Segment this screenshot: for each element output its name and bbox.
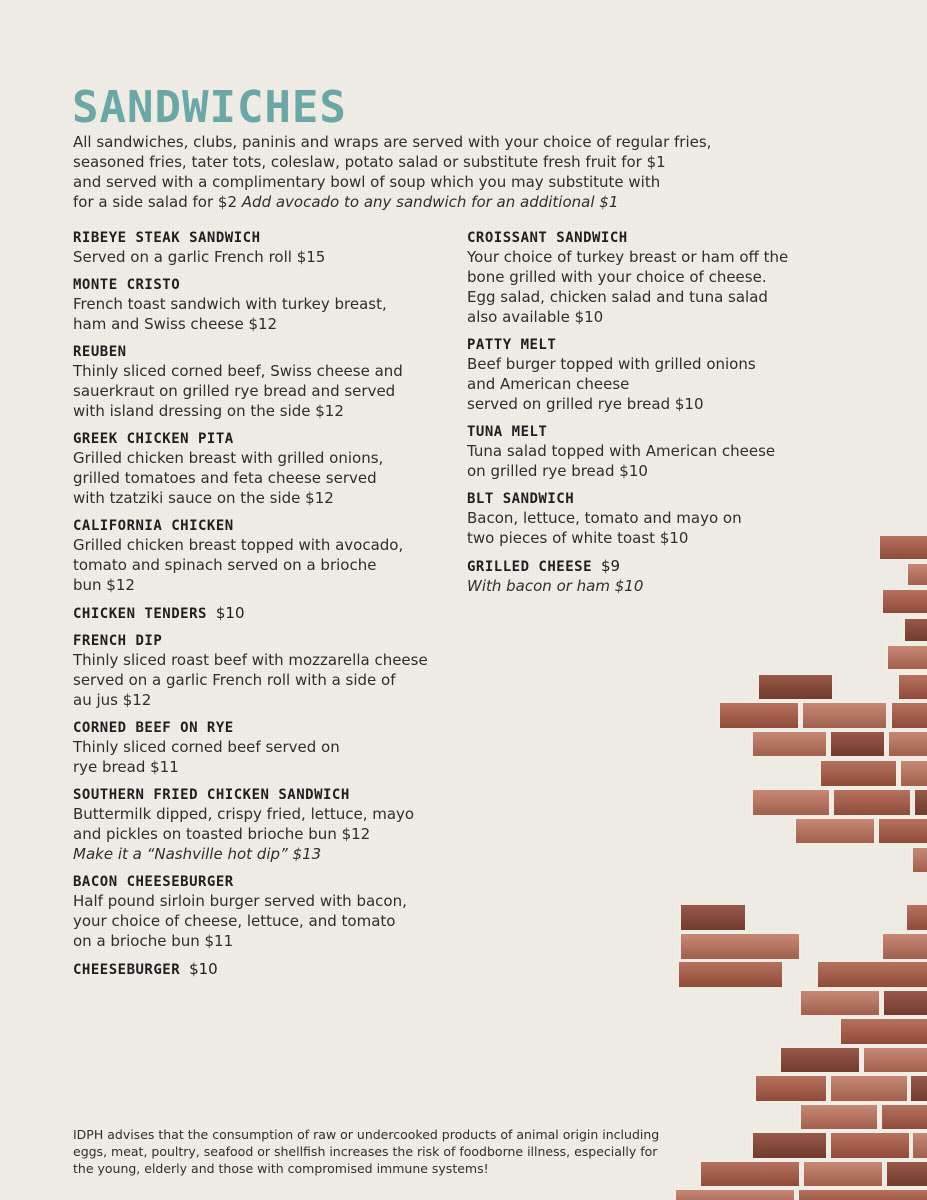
health-advisory	[73, 1126, 723, 1177]
menu-item-name	[73, 873, 463, 891]
advisory-line: eggs, meat, poultry, seafood or shellfish increases the risk of foodborne illness, especially for	[73, 1144, 658, 1159]
menu-item-title: CROISSANT SANDWICH	[467, 230, 628, 246]
menu-item-corned-beef-on-rye	[73, 719, 463, 777]
menu-item-name	[73, 229, 463, 247]
menu-item-title: FRENCH DIP	[73, 633, 163, 649]
intro-line: and served with a complimentary bowl of soup which you may substitute with	[73, 173, 661, 191]
menu-item-description: Buttermilk dipped, crispy fried, lettuce, mayo	[73, 805, 415, 823]
menu-item-tuna-melt	[467, 423, 827, 481]
menu-item-name	[73, 719, 463, 737]
menu-item-description: sauerkraut on grilled rye bread and served	[73, 382, 396, 400]
intro-line-last: for a side salad for $2	[73, 193, 237, 211]
menu-item-price: $10	[189, 960, 218, 978]
advisory-line: the young, elderly and those with compromised immune systems!	[73, 1161, 489, 1176]
menu-item-description: with tzatziki sauce on the side $12	[73, 489, 334, 507]
menu-item-blt-sandwich	[467, 490, 827, 548]
menu-item-option: Make it a “Nashville hot dip” $13	[73, 845, 322, 863]
menu-item-description: Grilled chicken breast with grilled onions,	[73, 449, 384, 467]
menu-item-title: GREEK CHICKEN PITA	[73, 431, 234, 447]
menu-item-description: French toast sandwich with turkey breast,	[73, 295, 387, 313]
menu-item-description: with island dressing on the side $12	[73, 402, 344, 420]
intro-line: All sandwiches, clubs, paninis and wraps are served with your choice of regular fries,	[73, 133, 712, 151]
menu-item-description: Half pound sirloin burger served with bacon,	[73, 892, 407, 910]
menu-item-title: CORNED BEEF ON RYE	[73, 720, 234, 736]
menu-item-description: also available $10	[467, 308, 604, 326]
menu-item-patty-melt	[467, 336, 827, 414]
menu-item-description: Bacon, lettuce, tomato and mayo on	[467, 509, 742, 527]
menu-item-bacon-cheeseburger	[73, 873, 463, 951]
menu-item-greek-chicken-pita	[73, 430, 463, 508]
menu-item-description: rye bread $11	[73, 758, 179, 776]
left-menu-column	[73, 229, 463, 988]
menu-item-name	[73, 604, 463, 623]
right-menu-column	[467, 229, 827, 605]
menu-item-southern-fried-chicken-sandwich	[73, 786, 463, 864]
menu-item-name	[73, 786, 463, 804]
menu-item-name	[467, 490, 827, 508]
menu-item-title: MONTE CRISTO	[73, 277, 181, 293]
menu-item-title: CHICKEN TENDERS	[73, 606, 207, 622]
intro-line	[73, 192, 793, 212]
menu-item-description: and pickles on toasted brioche bun $12	[73, 825, 371, 843]
menu-item-name	[467, 229, 827, 247]
menu-item-title: SOUTHERN FRIED CHICKEN SANDWICH	[73, 787, 350, 803]
menu-item-description: ham and Swiss cheese $12	[73, 315, 278, 333]
menu-item-title: GRILLED CHEESE	[467, 559, 593, 575]
menu-item-description: bun $12	[73, 576, 135, 594]
menu-item-name	[73, 960, 463, 979]
menu-item-description: Tuna salad topped with American cheese	[467, 442, 776, 460]
intro-avocado-note: Add avocado to any sandwich for an additional $1	[241, 193, 619, 211]
menu-item-description: on a brioche bun $11	[73, 932, 234, 950]
menu-item-name	[467, 557, 827, 576]
menu-item-description: Beef burger topped with grilled onions	[467, 355, 756, 373]
menu-item-chicken-tenders	[73, 604, 463, 623]
menu-item-description: served on a garlic French roll with a side of	[73, 671, 396, 689]
menu-item-description: two pieces of white toast $10	[467, 529, 689, 547]
page-title: SANDWICHES	[72, 82, 347, 133]
menu-item-price: $9	[600, 557, 621, 575]
intro-text	[73, 132, 793, 212]
menu-item-description: bone grilled with your choice of cheese.	[467, 268, 767, 286]
menu-item-description: served on grilled rye bread $10	[467, 395, 704, 413]
menu-item-name	[73, 276, 463, 294]
menu-item-name	[73, 517, 463, 535]
menu-item-description: and American cheese	[467, 375, 630, 393]
menu-item-name	[467, 336, 827, 354]
menu-item-croissant-sandwich	[467, 229, 827, 327]
menu-item-title: BACON CHEESEBURGER	[73, 874, 234, 890]
menu-item-description: tomato and spinach served on a brioche	[73, 556, 377, 574]
menu-item-title: REUBEN	[73, 344, 127, 360]
menu-item-description: your choice of cheese, lettuce, and tomato	[73, 912, 396, 930]
menu-item-title: CALIFORNIA CHICKEN	[73, 518, 234, 534]
menu-item-description: Grilled chicken breast topped with avocado,	[73, 536, 404, 554]
menu-item-title: TUNA MELT	[467, 424, 548, 440]
menu-item-title: CHEESEBURGER	[73, 962, 181, 978]
menu-item-description: Thinly sliced corned beef, Swiss cheese and	[73, 362, 403, 380]
menu-item-title: PATTY MELT	[467, 337, 557, 353]
menu-item-price: $10	[215, 604, 245, 622]
advisory-line: IDPH advises that the consumption of raw or undercooked products of animal origin including	[73, 1127, 660, 1142]
menu-item-grilled-cheese	[467, 557, 827, 596]
menu-item-name	[467, 423, 827, 441]
menu-item-name	[73, 632, 463, 650]
menu-item-description: on grilled rye bread $10	[467, 462, 648, 480]
menu-item-description: au jus $12	[73, 691, 152, 709]
menu-item-description: Your choice of turkey breast or ham off the	[467, 248, 789, 266]
menu-item-monte-cristo	[73, 276, 463, 334]
menu-item-description: grilled tomatoes and feta cheese served	[73, 469, 377, 487]
menu-item-description: Served on a garlic French roll $15	[73, 248, 326, 266]
menu-item-california-chicken	[73, 517, 463, 595]
menu-item-title: RIBEYE STEAK SANDWICH	[73, 230, 261, 246]
menu-item-title: BLT SANDWICH	[467, 491, 575, 507]
menu-item-name	[73, 430, 463, 448]
menu-item-description: Thinly sliced roast beef with mozzarella cheese	[73, 651, 428, 669]
menu-item-cheeseburger	[73, 960, 463, 979]
menu-item-ribeye-steak-sandwich	[73, 229, 463, 267]
menu-item-option: With bacon or ham $10	[467, 577, 644, 595]
menu-item-description: Egg salad, chicken salad and tuna salad	[467, 288, 768, 306]
menu-item-description: Thinly sliced corned beef served on	[73, 738, 340, 756]
menu-item-reuben	[73, 343, 463, 421]
intro-line: seasoned fries, tater tots, coleslaw, potato salad or substitute fresh fruit for $1	[73, 153, 666, 171]
menu-item-name	[73, 343, 463, 361]
menu-item-french-dip	[73, 632, 463, 710]
